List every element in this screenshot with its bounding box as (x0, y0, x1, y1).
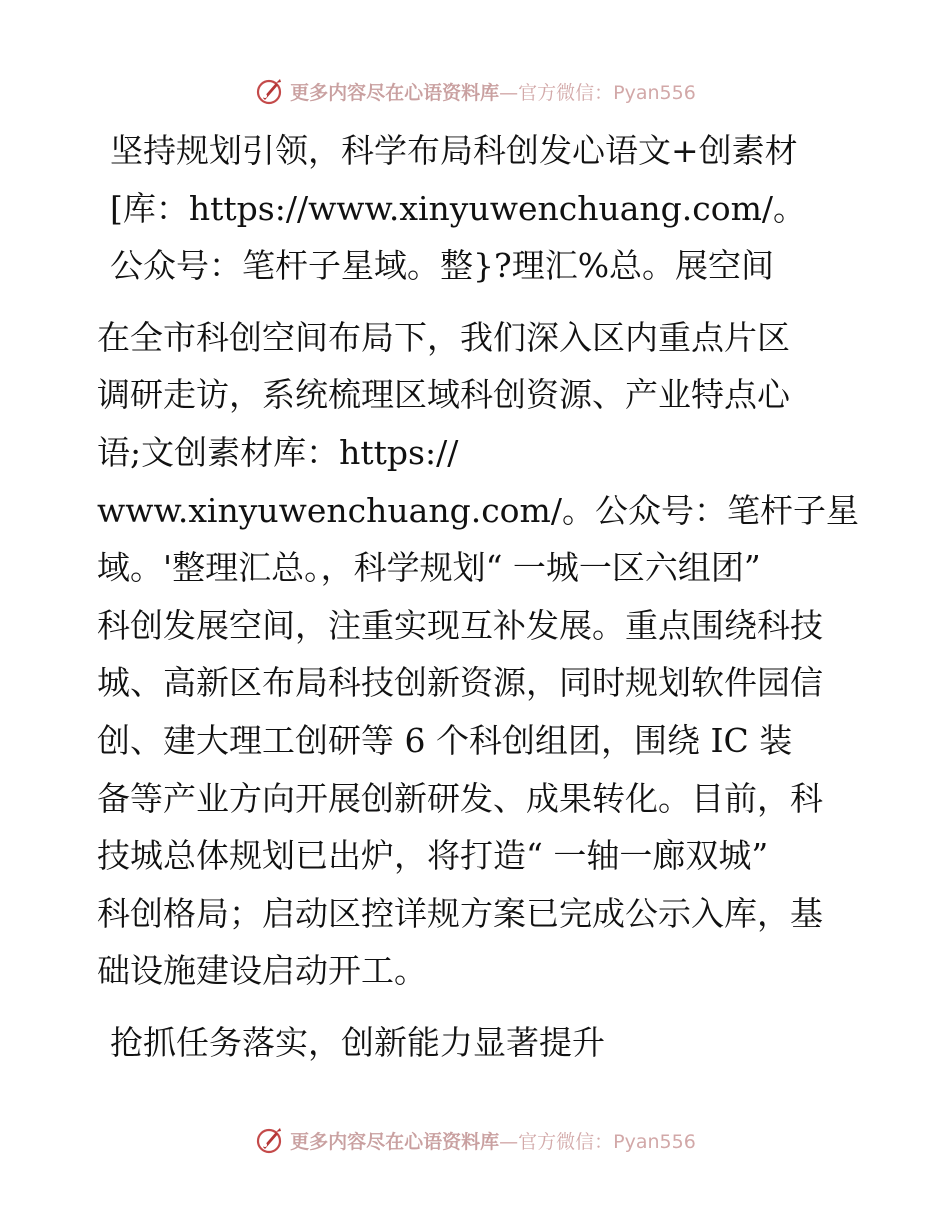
paragraph-line: 城、高新区布局科技创新资源，同时规划软件园信 (97, 663, 823, 703)
document-body (97, 122, 857, 1072)
quill-ring-logo-icon (254, 76, 284, 106)
paragraph-line: 域。'整理汇总。，科学规划“ 一城一区六组团” (97, 548, 761, 588)
paragraph-line: 在全市科创空间布局下，我们深入区内重点片区 (97, 317, 790, 357)
paragraph-line: 语;文创素材库：https:// (97, 432, 459, 472)
section-heading-planning: 坚持规划引领，科学布局科创发心语文+创素材[库：https://www.xinyuwenchuang.com/。公众号：笔杆子星域。整}?理汇%总。展空间 (110, 131, 807, 286)
paragraph-line: 础设施建设启动开工。 (97, 951, 427, 991)
paragraph-line: 科创格局；启动区控详规方案已完成公示入库，基 (97, 893, 823, 933)
paragraph-line: 备等产业方向开展创新研发、成果转化。目前，科 (97, 778, 823, 818)
paragraph-line: 技城总体规划已出炉，将打造“ 一轴一廊双城” (97, 836, 769, 876)
header-banner (0, 71, 950, 111)
banner-main-text: 更多内容尽在心语资料库 (290, 81, 500, 104)
paragraph-line: www.xinyuwenchuang.com/。公众号：笔杆子星 (97, 490, 859, 530)
banner-sub-text: —官方微信：Pyan556 (499, 81, 696, 104)
footer-banner (0, 1120, 950, 1160)
banner-sub-text: —官方微信：Pyan556 (499, 1130, 696, 1153)
paragraph-line: 创、建大理工创研等 6 个科创组团，围绕 IC 装 (97, 720, 793, 760)
quill-ring-logo-icon (254, 1125, 284, 1155)
banner-main-text: 更多内容尽在心语资料库 (290, 1130, 500, 1153)
section-heading-implementation: 抢抓任务落实，创新能力显著提升 (110, 1022, 605, 1062)
body-paragraph (97, 309, 857, 1000)
paragraph-line: 调研走访，系统梳理区域科创资源、产业特点心 (97, 375, 790, 415)
paragraph-line: 科创发展空间，注重实现互补发展。重点围绕科技 (97, 605, 823, 645)
